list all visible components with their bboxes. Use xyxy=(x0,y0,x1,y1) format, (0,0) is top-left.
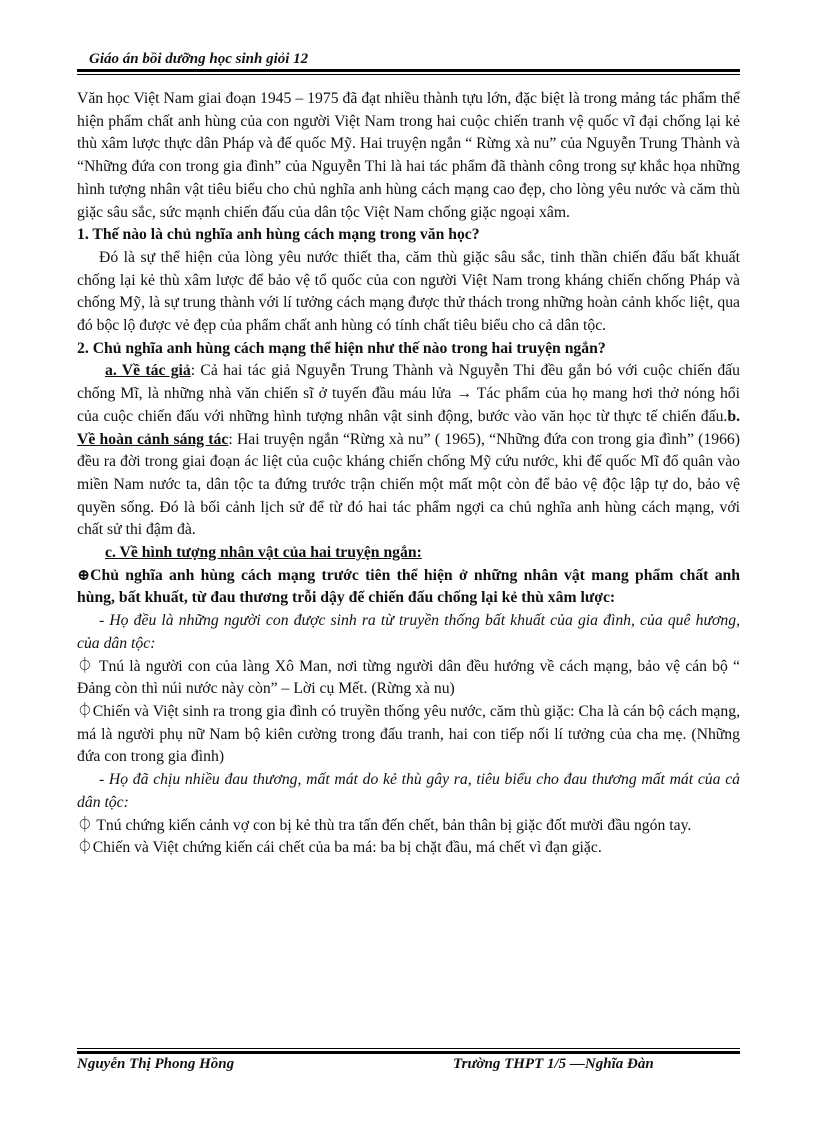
section-b-prefix: b. xyxy=(727,407,740,425)
right-arrow-icon: → xyxy=(456,385,473,403)
cross-circle-icon: ⊕ xyxy=(77,566,91,584)
document-body xyxy=(77,88,740,860)
footer-rule-thin xyxy=(77,1048,740,1049)
bullet-item-2: ⏀Chiến và Việt sinh ra trong gia đình có truyền thống yêu nước, căm thù giặc: Cha là cán bộ cách mạng, má là người phụ nữ Nam bộ kiên cường trong đấu tranh, hai con tiếp nối lí tưởng của cha mẹ. (Những đứa con trong gia đình) xyxy=(77,702,740,766)
italic-point-1: - Họ đều là những người con được sinh ra từ truyền thống bất khuất của gia đình, của quê hương, của dân tộc: xyxy=(77,612,740,652)
header-rule-thick xyxy=(77,69,740,72)
clock-bullet-icon: ⏀ xyxy=(77,657,94,675)
question-2-paragraph xyxy=(77,360,740,542)
page-footer xyxy=(77,1048,740,1078)
clock-bullet-icon: ⏀ xyxy=(77,816,93,834)
footer-rule-thick xyxy=(77,1051,740,1054)
document-page xyxy=(77,50,740,1080)
clock-bullet-icon: ⏀ xyxy=(77,702,93,720)
italic-point-2: - Họ đã chịu nhiều đau thương, mất mát do kẻ thù gây ra, tiêu biểu cho đau thương mất mát của cả dân tộc: xyxy=(77,771,740,811)
section-c-heading: c. Về hình tượng nhân vật của hai truyện ngắn: xyxy=(105,544,422,562)
section-c-lead: ⊕Chủ nghĩa anh hùng cách mạng trước tiên thể hiện ở những nhân vật mang phẩm chất anh hùng, bất khuất, từ đau thương trỗi dậy để chiến đấu chống lại kẻ thù xâm lược: xyxy=(77,566,740,607)
bullet-item-3: ⏀ Tnú chứng kiến cảnh vợ con bị kẻ thù tra tấn đến chết, bản thân bị giặc đốt mười đầu ngón tay. xyxy=(77,816,692,834)
bullet-item-4: ⏀Chiến và Việt chứng kiến cái chết của ba má: ba bị chặt đầu, má chết vì đạn giặc. xyxy=(77,839,602,857)
question-1-paragraph: Đó là sự thể hiện của lòng yêu nước thiết tha, căm thù giặc sâu sắc, tinh thần chiến đấu bất khuất chống lại kẻ thù xâm lược để bảo vệ tổ quốc của con người Việt Nam trong kháng chiến chống Pháp và chống Mỹ, là sự trung thành với lí tưởng cách mạng được thử thách trong những hoàn cảnh khốc liệt, qua đó bộc lộ được vẻ đẹp của phẩm chất anh hùng có tính chất tiêu biểu cho cả dân tộc. xyxy=(77,248,740,335)
section-b-label: Về hoàn cảnh sáng tác xyxy=(77,430,229,448)
header-title: Giáo án bồi dưỡng học sinh giỏi 12 xyxy=(89,51,309,67)
page-header xyxy=(77,50,740,74)
section-a-text-2: Tác phẩm của họ mang hơi thở nóng hổi của cuộc chiến đấu với những hình tượng nhân vật sinh động, bước vào văn học từ thực tế chiến đấu. xyxy=(77,385,741,425)
section-a-label: a. Về tác giả xyxy=(105,362,191,380)
clock-bullet-icon: ⏀ xyxy=(77,839,93,857)
bullet-item-1: ⏀ Tnú là người con của làng Xô Man, nơi từng người dân đều hướng về cách mạng, bảo vệ cán bộ “ Đảng còn thì núi nước này còn” – Lời cụ Mết. (Rừng xà nu) xyxy=(77,657,741,698)
section-b-text: : Hai truyện ngắn “Rừng xà nu” ( 1965), “Những đứa con trong gia đình” (1966) đều ra đời trong giai đoạn ác liệt của cuộc kháng chiến chống Mỹ cứu nước, khi đế quốc Mĩ đổ quân vào miền Nam nước ta, dân tộc ta đứng trước trận chiến một mất một còn để bảo vệ độc lập tự do, bảo vệ quyền sống. Đó là bối cảnh lịch sử để từ đó hai tác phẩm ngợi ca chủ nghĩa anh hùng cách mạng, với chất sử thi đậm đà. xyxy=(77,430,740,539)
footer-school: Trường THPT 1/5 —Nghĩa Đàn xyxy=(453,1056,654,1072)
question-2-heading: 2. Chủ nghĩa anh hùng cách mạng thể hiện như thế nào trong hai truyện ngắn? xyxy=(77,339,606,357)
footer-author: Nguyễn Thị Phong Hồng xyxy=(77,1056,235,1072)
question-1-heading: 1. Thế nào là chủ nghĩa anh hùng cách mạng trong văn học? xyxy=(77,226,480,244)
intro-paragraph: Văn học Việt Nam giai đoạn 1945 – 1975 đã đạt nhiều thành tựu lớn, đặc biệt là trong mảng tác phẩm thể hiện phẩm chất anh hùng của con người Việt Nam trong hai cuộc chiến tranh vệ quốc vĩ đại chống lại kẻ thù xâm lược thực dân Pháp và đế quốc Mỹ. Hai truyện ngắn “ Rừng xà nu” của Nguyễn Trung Thành và “Những đứa con trong gia đình” của Nguyễn Thi là hai tác phẩm đã thành công trong sự khắc họa những hình tượng nhân vật tiêu biểu cho chủ nghĩa anh hùng cách mạng cao đẹp, cho lòng yêu nước và căm thù giặc sâu sắc, sức mạnh chiến đấu của dân tộc Việt Nam chống giặc ngoại xâm. xyxy=(77,90,740,221)
section-a-text: : Cả hai tác giả Nguyễn Trung Thành và Nguyễn Thi đều gắn bó với cuộc chiến đấu chống Mĩ, là những nhà văn chiến sĩ ở tuyến đầu máu lửa xyxy=(77,362,740,403)
header-rule-thin xyxy=(77,74,740,75)
